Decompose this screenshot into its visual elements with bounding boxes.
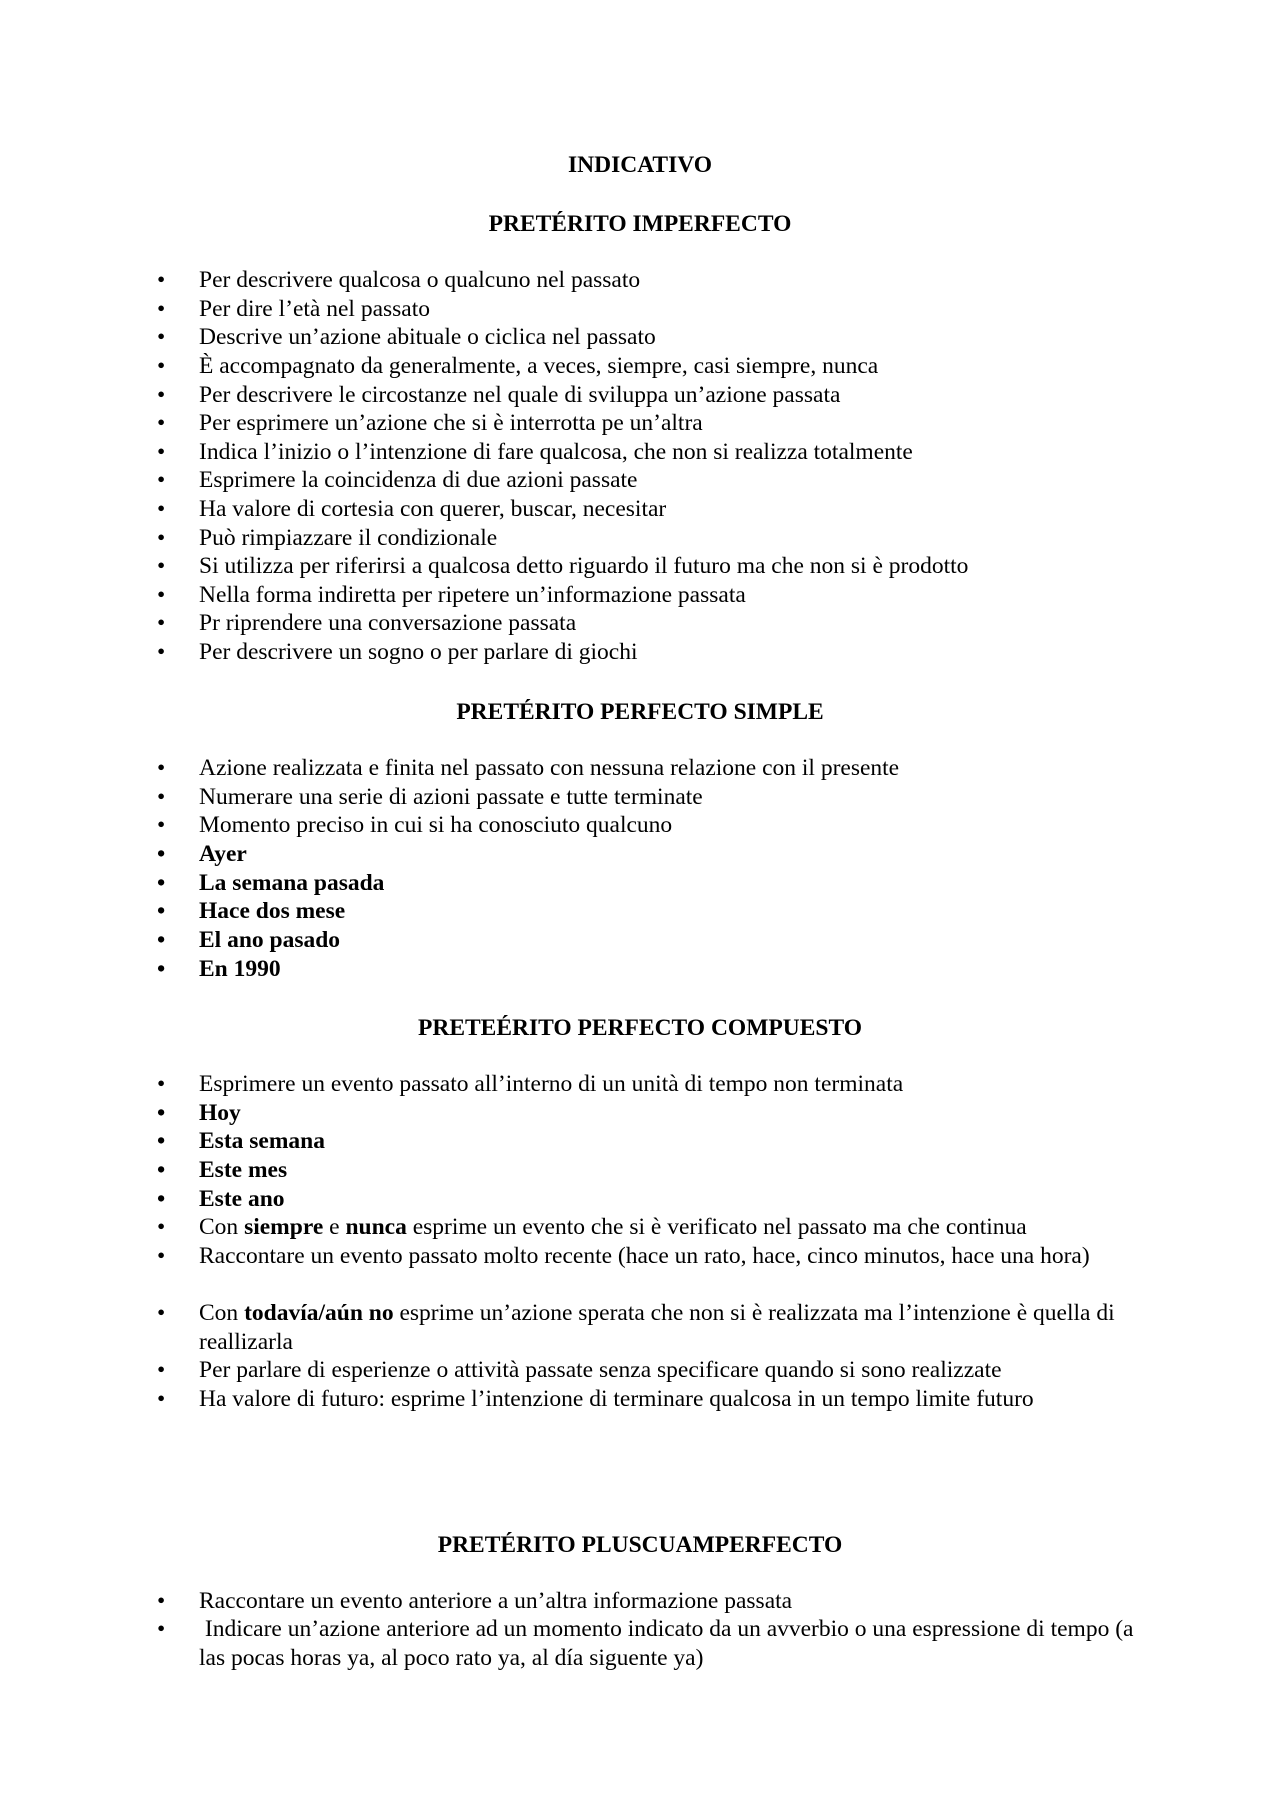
list-item: • Per parlare di esperienze o attività passate senza specificare quando si sono realizzate (157, 1357, 1002, 1383)
bullet: • (157, 639, 166, 665)
list-item: • El ano pasado (157, 927, 341, 953)
bullet: • (157, 1300, 166, 1326)
bullet: • (157, 841, 166, 867)
heading-preterito-perfecto-compuesto: PRETEÉRITO PERFECTO COMPUESTO (418, 1015, 862, 1041)
list-item: • Si utilizza per riferirsi a qualcosa detto riguardo il futuro ma che non si è prodotto (157, 553, 969, 579)
list-item: • Per descrivere qualcosa o qualcuno nel passato (157, 267, 641, 293)
bullet: • (157, 784, 166, 810)
list-item: • Ayer (157, 841, 247, 867)
heading-preterito-pluscuamperfecto: PRETÉRITO PLUSCUAMPERFECTO (437, 1532, 843, 1558)
heading-preterito-perfecto-simple: PRETÉRITO PERFECTO SIMPLE (456, 699, 824, 725)
bullet: • (157, 582, 166, 608)
list-item: • Per descrivere un sogno o per parlare di giochi (157, 639, 638, 665)
bullet: • (157, 496, 166, 522)
list-item: • Per dire l’età nel passato (157, 296, 430, 322)
keyword-todavia-aun-no: todavía/aún no (244, 1300, 394, 1326)
bullet: • (157, 1157, 166, 1183)
bullet: • (157, 1357, 166, 1383)
list-item: • Ha valore di cortesia con querer, buscar, necesitar (157, 496, 667, 522)
list-item: • Per descrivere le circostanze nel quale di sviluppa un’azione passata (157, 382, 841, 408)
list-item: • Raccontare un evento anteriore a un’altra informazione passata (157, 1588, 793, 1614)
list-item: • Indicare un’azione anteriore ad un momento indicato da un avverbio o una espressione di tempo (a las pocas horas ya, al poco rato ya, al día siguente ya) (157, 1616, 1140, 1671)
bullet: • (157, 467, 166, 493)
list-item: • Descrive un’azione abituale o ciclica nel passato (157, 324, 656, 350)
bullet: • (157, 267, 166, 293)
list-item: • Raccontare un evento passato molto recente (hace un rato, hace, cinco minutos, hace una hora) (157, 1243, 1090, 1269)
list-item: • Nella forma indiretta per ripetere un’informazione passata (157, 582, 746, 608)
list-item: • Esprimere la coincidenza di due azioni passate (157, 467, 638, 493)
bullet: • (157, 439, 166, 465)
bullet: • (157, 1214, 166, 1240)
bullet: • (157, 812, 166, 838)
bullet: • (157, 1588, 166, 1614)
bullet: • (157, 1616, 166, 1642)
list-item: • Indica l’inizio o l’intenzione di fare qualcosa, che non si realizza totalmente (157, 439, 913, 465)
list-item: • Momento preciso in cui si ha conosciuto qualcuno (157, 812, 673, 838)
list-item: • En 1990 (157, 956, 281, 982)
list-item: • La semana pasada (157, 870, 385, 896)
bullet: • (157, 296, 166, 322)
bullet: • (157, 956, 166, 982)
list-item: • Numerare una serie di azioni passate e tutte terminate (157, 784, 703, 810)
bullet: • (157, 1186, 166, 1212)
bullet: • (157, 410, 166, 436)
title-indicativo: INDICATIVO (567, 152, 713, 178)
list-item: • Este mes (157, 1157, 288, 1183)
bullet: • (157, 353, 166, 379)
list-item: • Esta semana (157, 1128, 325, 1154)
bullet: • (157, 1386, 166, 1412)
bullet: • (157, 324, 166, 350)
bullet: • (157, 870, 166, 896)
list-item: • Con siempre e nunca esprime un evento che si è verificato nel passato ma che continua (157, 1214, 1027, 1240)
keyword-nunca: nunca (345, 1214, 407, 1240)
bullet: • (157, 610, 166, 636)
list-item: • Azione realizzata e finita nel passato con nessuna relazione con il presente (157, 755, 900, 781)
list-item: • Per esprimere un’azione che si è interrotta pe un’altra (157, 410, 703, 436)
list-item: • Pr riprendere una conversazione passata (157, 610, 577, 636)
bullet: • (157, 553, 166, 579)
list-item: • Hoy (157, 1100, 241, 1126)
bullet: • (157, 927, 166, 953)
list-item: • Esprimere un evento passato all’interno di un unità di tempo non terminata (157, 1071, 904, 1097)
bullet: • (157, 898, 166, 924)
list-item: • Hace dos mese (157, 898, 346, 924)
heading-preterito-imperfecto: PRETÉRITO IMPERFECTO (488, 211, 792, 237)
keyword-siempre: siempre (244, 1214, 324, 1240)
bullet: • (157, 1071, 166, 1097)
list-item: • Ha valore di futuro: esprime l’intenzione di terminare qualcosa in un tempo limite futuro (157, 1386, 1034, 1412)
list-item: • Este ano (157, 1186, 285, 1212)
list-item: • Può rimpiazzare il condizionale (157, 525, 498, 551)
bullet: • (157, 1100, 166, 1126)
bullet: • (157, 755, 166, 781)
bullet: • (157, 1128, 166, 1154)
list-item: • Con todavía/aún no esprime un’azione sperata che non si è realizzata ma l’intenzione è quella di reallizarla (157, 1300, 1115, 1355)
bullet: • (157, 1243, 166, 1269)
list-item: • È accompagnato da generalmente, a veces, siempre, casi siempre, nunca (157, 353, 879, 379)
bullet: • (157, 382, 166, 408)
bullet: • (157, 525, 166, 551)
